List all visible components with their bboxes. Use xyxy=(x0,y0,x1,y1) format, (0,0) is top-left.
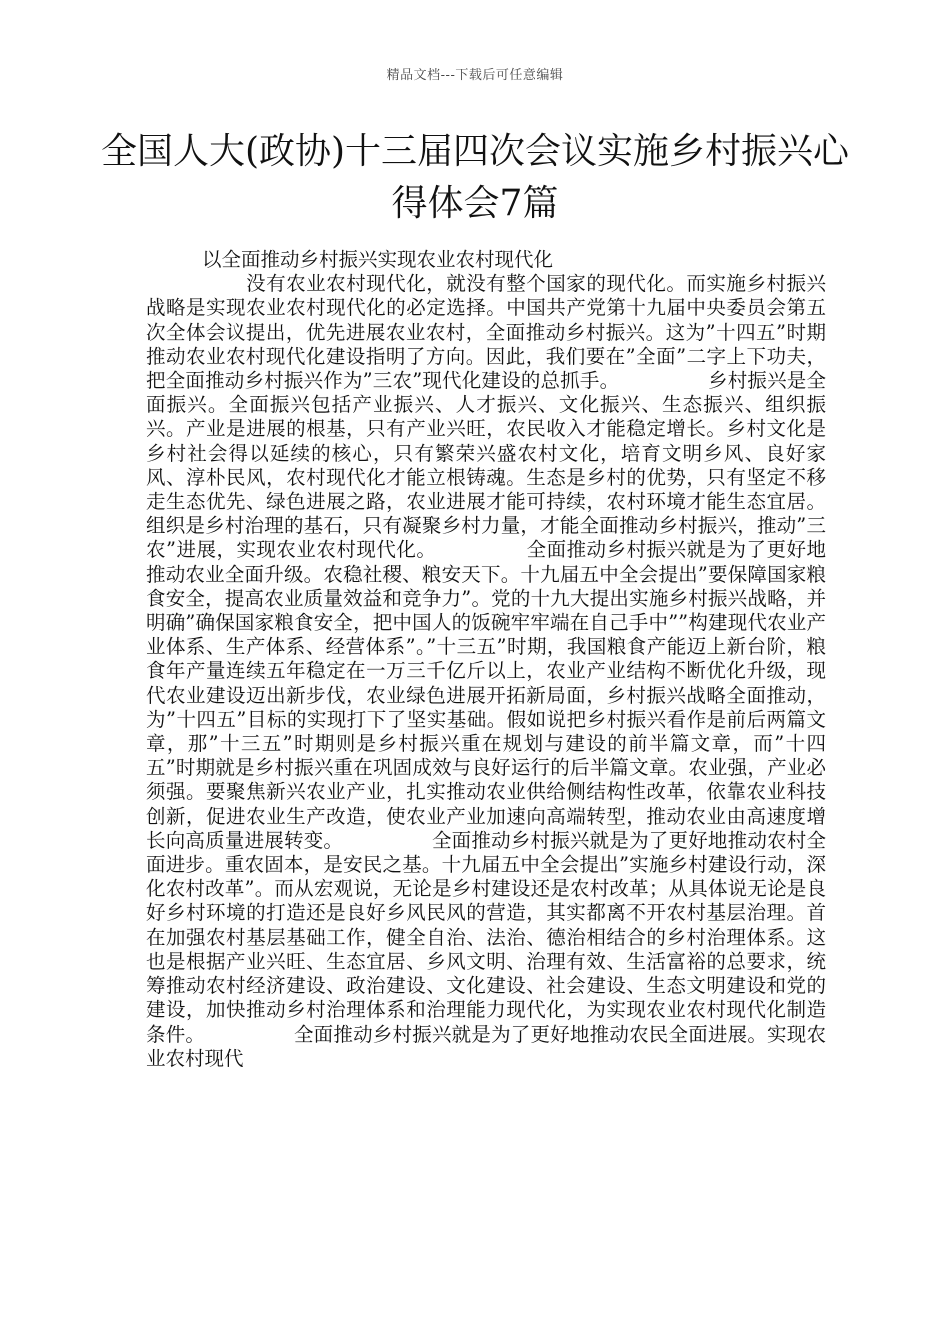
subheading: 以全面推动乡村振兴实现农业农村现代化 xyxy=(202,248,554,271)
document-body xyxy=(146,248,826,1071)
header-note: 精品文档---下载后可任意编辑 xyxy=(386,68,564,83)
document-title: 全国人大(政协)十三届四次会议实施乡村振兴心得体会7篇 xyxy=(100,131,850,224)
body-paragraph: 没有农业农村现代化，就没有整个国家的现代化。而实施乡村振兴战略是实现农业农村现代化的必定选择。中国共产党第十九届中央委员会第五次全体会议提出，优先进展农业农村，全面推动乡村振兴。这为”十四五”时期推动农业农村现代化建设指明了方向。因此，我们要在”全面”二字上下功夫，把全面推动乡村振兴作为”三农”现代化建设的总抓手。 乡村振兴是全面振兴。全面振兴包括产业振兴、人才振兴、文化振兴、生态振兴、组织振兴。产业是进展的根基，只有产业兴旺，农民收入才能稳定增长。乡村文化是乡村社会得以延续的核心，只有繁荣兴盛农村文化，培育文明乡风、良好家风、淳朴民风，农村现代化才能立根铸魂。生态是乡村的优势，只有坚定不移走生态优先、绿色进展之路，农业进展才能可持续，农村环境才能生态宜居。组织是乡村治理的基石，只有凝聚乡村力量，才能全面推动乡村振兴，推动”三农”进展，实现农业农村现代化。 全面推动乡村振兴就是为了更好地推动农业全面升级。农稳社稷、粮安天下。十九届五中全会提出”要保障国家粮食安全，提高农业质量效益和竞争力”。党的十九大提出实施乡村振兴战略，并明确”确保国家粮食安全，把中国人的饭碗牢牢端在自己手中””构建现代农业产业体系、生产体系、经营体系”。”十三五”时期，我国粮食产能迈上新台阶，粮食年产量连续五年稳定在一万三千亿斤以上，农业产业结构不断优化升级，现代农业建设迈出新步伐，农业绿色进展开拓新局面，乡村振兴战略全面推动，为”十四五”目标的实现打下了坚实基础。假如说把乡村振兴看作是前后两篇文章，那”十三五”时期则是乡村振兴重在规划与建设的前半篇文章，而”十四五”时期就是乡村振兴重在巩固成效与良好运行的后半篇文章。农业强，产业必须强。要聚焦新兴农业产业，扎实推动农业供给侧结构性改革，依靠农业科技创新，促进农业生产改造，使农业产业加速向高端转型，推动农业由高速度增长向高质量进展转变。 全面推动乡村振兴就是为了更好地推动农村全面进步。重农固本，是安民之基。十九届五中全会提出”实施乡村建设行动，深化农村改革”。而从宏观说，无论是乡村建设还是农村改革；从具体说无论是良好乡村环境的打造还是良好乡风民风的营造，其实都离不开农村基层治理。首在加强农村基层基础工作，健全自治、法治、德治相结合的乡村治理体系。这也是根据产业兴旺、生态宜居、乡风文明、治理有效、生活富裕的总要求，统筹推动农村经济建设、政治建设、文化建设、社会建设、生态文明建设和党的建设，加快推动乡村治理体系和治理能力现代化，为实现农业农村现代化制造条件。 全面推动乡村振兴就是为了更好地推动农民全面进展。实现农业农村现代 xyxy=(146,272,826,1070)
